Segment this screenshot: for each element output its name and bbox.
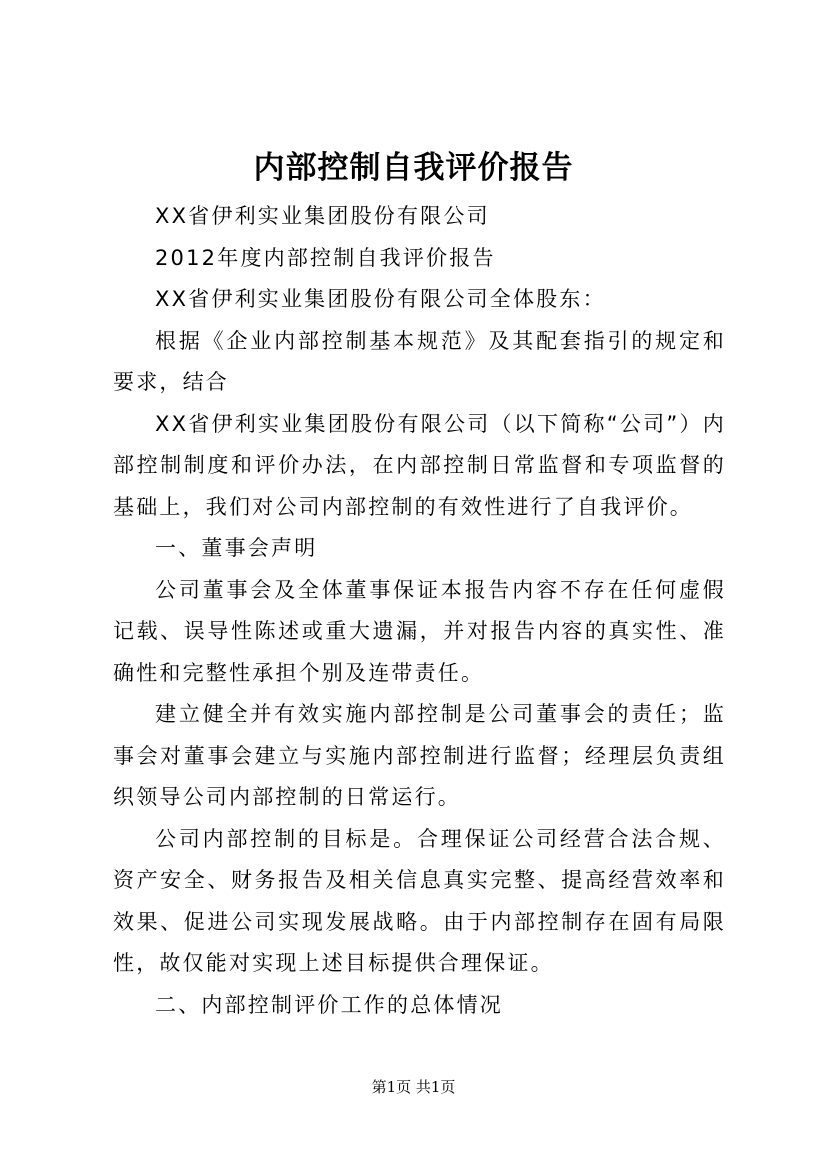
report-subtitle-line: 2012年度内部控制自我评价报告 bbox=[155, 245, 496, 270]
salutation-line: XX省伊利实业集团股份有限公司全体股东： bbox=[155, 287, 606, 311]
company-name-line: XX省伊利实业集团股份有限公司 bbox=[155, 204, 490, 228]
document-title: 内部控制自我评价报告 bbox=[253, 150, 574, 186]
body-paragraph: 公司董事会及全体董事保证本报告内容不存在任何虚假记载、误导性陈述或重大遗漏，并对报告内容的真实性、准确性和完整性承担个别及连带责任。 bbox=[113, 577, 726, 685]
section-heading: 二、内部控制评价工作的总体情况 bbox=[155, 992, 503, 1017]
body-paragraph: XX省伊利实业集团股份有限公司（以下简称“公司”）内部控制制度和评价办法，在内部控制日常监督和专项监督的基础上，我们对公司内部控制的有效性进行了自我评价。 bbox=[113, 411, 726, 519]
page-number-footer: 第1页 共1页 bbox=[371, 1078, 456, 1096]
body-paragraph: 建立健全并有效实施内部控制是公司董事会的责任；监事会对董事会建立与实施内部控制进行监督；经理层负责组织领导公司内部控制的日常运行。 bbox=[113, 702, 726, 809]
body-paragraph: 公司内部控制的目标是。合理保证公司经营合法合规、资产安全、财务报告及相关信息真实完整、提高经营效率和效果、促进公司实现发展战略。由于内部控制存在固有局限性，故仅能对实现上述目标提供合理保证。 bbox=[113, 826, 726, 975]
section-heading: 一、董事会声明 bbox=[155, 536, 318, 560]
body-paragraph: 根据《企业内部控制基本规范》及其配套指引的规定和要求，结合 bbox=[113, 328, 726, 394]
document-body bbox=[113, 196, 726, 1026]
